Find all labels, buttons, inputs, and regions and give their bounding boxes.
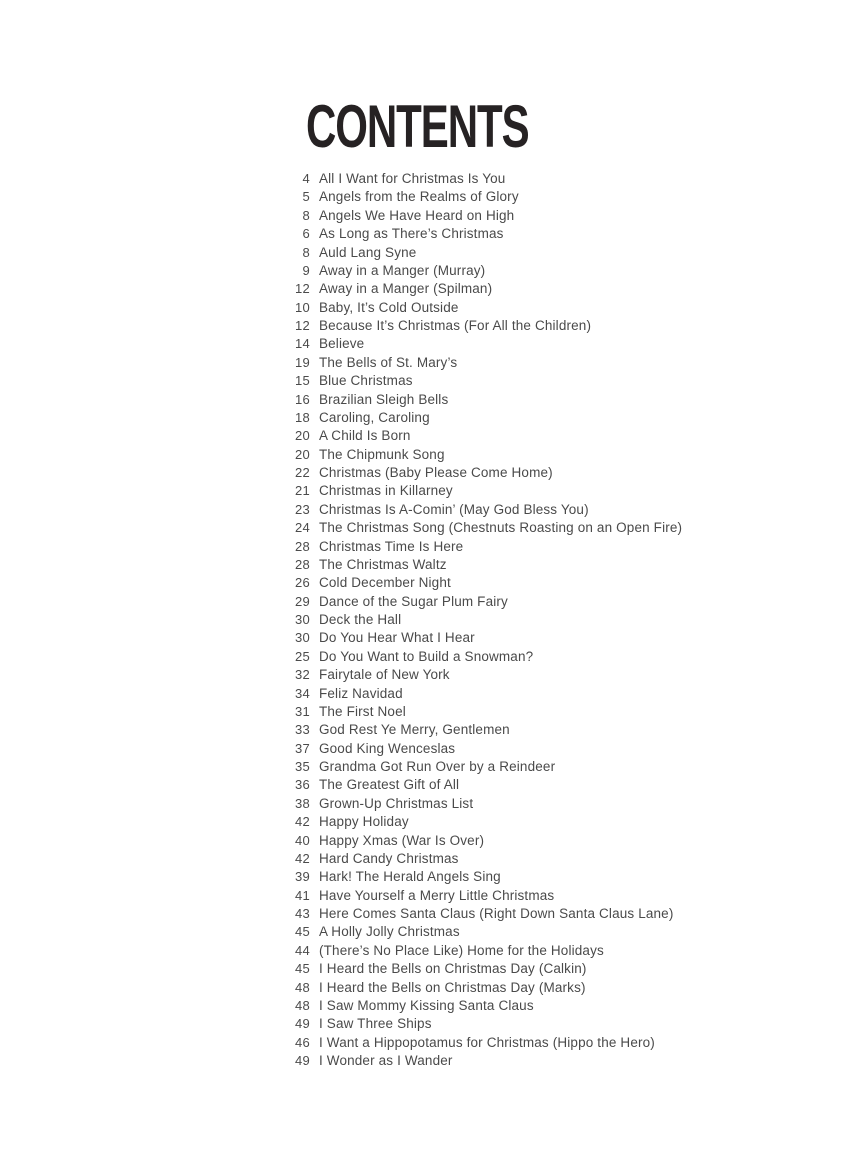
toc-entry (254, 629, 814, 647)
toc-song-title: I Wonder as I Wander (319, 1053, 453, 1068)
toc-entry (254, 795, 814, 813)
toc-entry (254, 942, 814, 960)
toc-song-title: The First Noel (319, 703, 406, 719)
toc-page-number: 28 (294, 556, 310, 572)
toc-page-number: 44 (294, 942, 310, 958)
toc-page-number: 40 (294, 832, 310, 848)
toc-song-title: Dance of the Sugar Plum Fairy (319, 593, 508, 609)
toc-entry (254, 556, 814, 574)
toc-entry (254, 464, 814, 482)
toc-song-title: The Christmas Waltz (319, 556, 447, 572)
toc-list (254, 170, 814, 1070)
toc-song-title: As Long as There’s Christmas (319, 226, 504, 242)
toc-page-number: 24 (294, 520, 310, 536)
toc-page-number: 19 (294, 354, 310, 370)
toc-entry (254, 482, 814, 500)
toc-entry (254, 391, 814, 409)
toc-entry (254, 372, 814, 390)
toc-entry (254, 721, 814, 739)
toc-song-title: Feliz Navidad (319, 685, 403, 701)
toc-entry (254, 446, 814, 464)
toc-page-number: 15 (294, 373, 310, 389)
toc-song-title: I Saw Mommy Kissing Santa Claus (319, 997, 534, 1013)
toc-page-number: 29 (294, 593, 310, 609)
toc-page-number: 12 (294, 318, 310, 333)
toc-entry (254, 776, 814, 794)
toc-page-number: 26 (294, 575, 310, 591)
toc-page-number: 5 (302, 189, 310, 205)
toc-song-title: Auld Lang Syne (319, 244, 417, 260)
toc-song-title: Grown-Up Christmas List (319, 795, 474, 811)
toc-entry (254, 868, 814, 886)
toc-page-number: 39 (294, 869, 310, 885)
toc-song-title: Because It’s Christmas (For All the Children) (319, 318, 592, 333)
toc-song-title: Christmas Is A-Comin’ (May God Bless You) (319, 501, 589, 517)
toc-page-number: 30 (294, 630, 310, 646)
toc-song-title: Away in a Manger (Spilman) (319, 281, 493, 297)
toc-entry (254, 740, 814, 758)
toc-song-title: Here Comes Santa Claus (Right Down Santa Claus Lane) (319, 906, 674, 921)
toc-entry (254, 317, 814, 335)
toc-song-title: Christmas (Baby Please Come Home) (319, 465, 553, 480)
toc-entry (254, 813, 814, 831)
toc-song-title: Believe (319, 336, 365, 352)
toc-entry (254, 979, 814, 997)
toc-entry (254, 574, 814, 592)
toc-entry (254, 997, 814, 1015)
toc-page-number: 14 (294, 336, 310, 352)
toc-page-number: 25 (294, 648, 310, 664)
toc-entry (254, 225, 814, 243)
toc-page-number: 37 (294, 740, 310, 756)
toc-page-number: 49 (294, 1053, 310, 1068)
toc-song-title: Angels We Have Heard on High (319, 207, 515, 223)
toc-entry (254, 905, 814, 923)
toc-entry (254, 299, 814, 317)
toc-entry (254, 1034, 814, 1052)
toc-entry (254, 887, 814, 905)
toc-song-title: God Rest Ye Merry, Gentlemen (319, 722, 510, 738)
toc-page-number: 45 (294, 924, 310, 940)
toc-song-title: Hark! The Herald Angels Sing (319, 869, 501, 885)
toc-entry (254, 758, 814, 776)
toc-entry (254, 409, 814, 427)
toc-entry (254, 262, 814, 280)
toc-page-number: 10 (294, 299, 310, 315)
toc-entry (254, 611, 814, 629)
toc-entry (254, 1052, 814, 1070)
toc-entry (254, 501, 814, 519)
toc-song-title: Have Yourself a Merry Little Christmas (319, 887, 555, 903)
toc-song-title: Baby, It’s Cold Outside (319, 299, 459, 315)
toc-page-number: 48 (294, 997, 310, 1013)
toc-page-number: 8 (302, 207, 310, 223)
toc-page-number: 12 (294, 281, 310, 297)
toc-page-number: 4 (302, 171, 310, 186)
toc-page-number: 41 (294, 887, 310, 903)
toc-song-title: Deck the Hall (319, 612, 402, 627)
toc-page-number: 22 (294, 465, 310, 480)
toc-song-title: The Greatest Gift of All (319, 777, 460, 793)
toc-song-title: Brazilian Sleigh Bells (319, 391, 449, 407)
toc-song-title: Do You Hear What I Hear (319, 630, 475, 646)
toc-page-number: 28 (294, 538, 310, 554)
toc-song-title: I Heard the Bells on Christmas Day (Marks) (319, 979, 586, 995)
toc-page-number: 9 (302, 262, 310, 278)
toc-entry (254, 832, 814, 850)
toc-page-number: 16 (294, 391, 310, 407)
toc-entry (254, 188, 814, 206)
toc-entry (254, 207, 814, 225)
toc-song-title: All I Want for Christmas Is You (319, 171, 506, 186)
toc-song-title: Happy Xmas (War Is Over) (319, 832, 485, 848)
toc-entry (254, 666, 814, 684)
toc-song-title: Christmas in Killarney (319, 483, 453, 499)
toc-entry (254, 703, 814, 721)
toc-page-number: 32 (294, 667, 310, 683)
toc-page-number: 36 (294, 777, 310, 793)
page-title: CONTENTS (306, 93, 529, 160)
toc-entry (254, 170, 814, 188)
toc-page-number: 45 (294, 961, 310, 977)
toc-page-number: 38 (294, 795, 310, 811)
toc-page-number: 20 (294, 446, 310, 462)
toc-entry (254, 850, 814, 868)
toc-page-number: 18 (294, 409, 310, 425)
toc-song-title: Good King Wenceslas (319, 740, 456, 756)
toc-song-title: Christmas Time Is Here (319, 538, 464, 554)
toc-song-title: (There’s No Place Like) Home for the Holidays (319, 942, 604, 958)
toc-entry (254, 923, 814, 941)
toc-page-number: 20 (294, 428, 310, 444)
toc-page-number: 43 (294, 906, 310, 921)
toc-song-title: A Child Is Born (319, 428, 411, 444)
toc-entry (254, 1015, 814, 1033)
toc-page-number: 8 (302, 244, 310, 260)
toc-song-title: Happy Holiday (319, 814, 409, 830)
toc-page-number: 49 (294, 1016, 310, 1032)
toc-song-title: I Want a Hippopotamus for Christmas (Hippo the Hero) (319, 1034, 655, 1050)
toc-song-title: Grandma Got Run Over by a Reindeer (319, 759, 556, 774)
toc-page-number: 30 (294, 612, 310, 627)
toc-page-number: 46 (294, 1034, 310, 1050)
toc-page-number: 42 (294, 814, 310, 830)
toc-entry (254, 244, 814, 262)
toc-entry (254, 685, 814, 703)
toc-song-title: Fairytale of New York (319, 667, 450, 683)
toc-page-number: 34 (294, 685, 310, 701)
toc-song-title: Do You Want to Build a Snowman? (319, 648, 534, 664)
toc-page-number: 23 (294, 501, 310, 517)
toc-song-title: Blue Christmas (319, 373, 413, 389)
toc-entry (254, 335, 814, 353)
toc-page-number: 33 (294, 722, 310, 738)
toc-song-title: The Chipmunk Song (319, 446, 445, 462)
toc-entry (254, 354, 814, 372)
toc-page-number: 31 (294, 703, 310, 719)
toc-entry (254, 427, 814, 445)
toc-entry (254, 519, 814, 537)
toc-song-title: Hard Candy Christmas (319, 850, 459, 866)
toc-song-title: A Holly Jolly Christmas (319, 924, 460, 940)
toc-song-title: Angels from the Realms of Glory (319, 189, 519, 205)
toc-song-title: Cold December Night (319, 575, 451, 591)
toc-page-number: 42 (294, 850, 310, 866)
toc-song-title: I Heard the Bells on Christmas Day (Calkin) (319, 961, 587, 977)
toc-entry (254, 593, 814, 611)
toc-page-number: 21 (294, 483, 310, 499)
toc-entry (254, 280, 814, 298)
toc-entry (254, 648, 814, 666)
toc-song-title: I Saw Three Ships (319, 1016, 432, 1032)
toc-song-title: Caroling, Caroling (319, 409, 430, 425)
toc-entry (254, 538, 814, 556)
toc-song-title: The Christmas Song (Chestnuts Roasting on an Open Fire) (319, 520, 683, 536)
toc-entry (254, 960, 814, 978)
toc-page-number: 35 (294, 759, 310, 774)
toc-song-title: The Bells of St. Mary’s (319, 354, 458, 370)
toc-page-number: 48 (294, 979, 310, 995)
toc-page-number: 6 (302, 226, 310, 242)
toc-song-title: Away in a Manger (Murray) (319, 262, 486, 278)
